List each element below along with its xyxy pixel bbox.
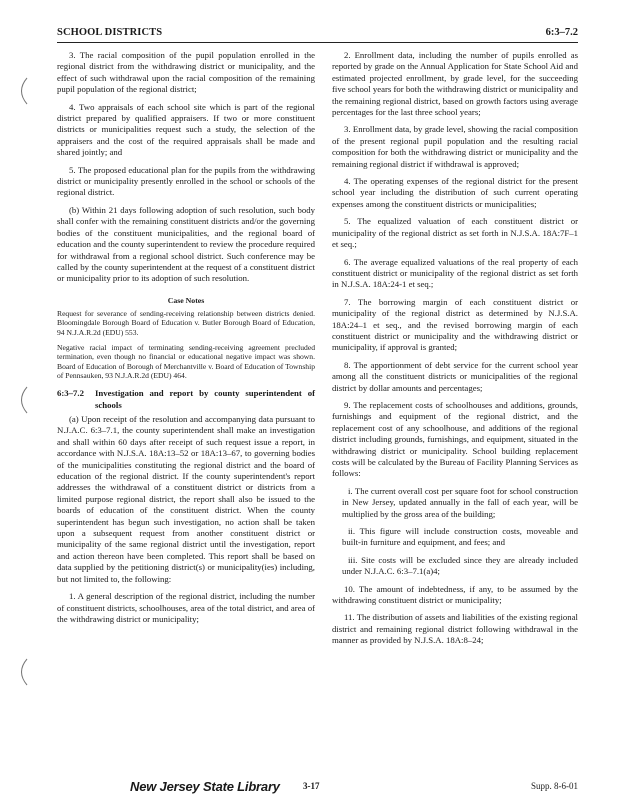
list-item: 9. The replacement costs of schoolhouses and additions, grounds, furnishings and equipment of the regional district, and the replacement cost of any schoolhouse, and additions of the regional district including grounds, furnishings, and equipment, situated in the withdrawing district or municipality. School building replacement costs will be calculated by the Bureau of Facility Planning Services as follows: (332, 399, 578, 479)
list-item: 11. The distribution of assets and liabilities of the existing regional district and remaining regional district following withdrawal in the manner as provided by N.J.S.A. 18A:8–24; (332, 612, 578, 646)
running-header-section: 6:3–7.2 (545, 27, 578, 38)
list-item: 10. The amount of indebtedness, if any, to be assumed by the withdrawing constituent district or municipality; (332, 583, 578, 606)
list-item: 4. Two appraisals of each school site which is part of the regional district prepared by qualified appraisers. If two or more constituent districts or municipalities request such a study, the selection of the appraisers and the cost of the required appraisals shall be made and shared jointly; and (57, 101, 315, 158)
running-header-title: SCHOOL DISTRICTS (57, 27, 163, 38)
list-item: 1. A general description of the regional district, including the number of constituent districts, schoolhouses, area of the total district, and area of the withdrawing district or municipality; (57, 591, 315, 624)
section-title: Investigation and report by county superintendent of schools (95, 388, 315, 410)
library-stamp: New Jersey State Library (130, 779, 280, 794)
section-body: (a) Upon receipt of the resolution and accompanying data pursuant to N.J.A.C. 6:3–7.1, the county superintendent shall make an investigation and shall within 60 days after receipt of such request issue a report, in accordance with N.J.S.A. 18A:13–52 or 18A:13–67, to governing bodies of the municipalities constituting the regional district and the board of education of the regional district. If the county superintendent's report addresses the withdrawal of a constituent district or districts from a limited purpose regional district, the report shall also be issued to the boards of education of the constituent district. When the county superintendent has begun such investigation, no action shall be taken upon a subsequent request from another constituent district or municipality of the same regional district until the investigation, report and action thereon have been completed. This report shall be based on data supplied by the petitioning district(s) or municipality(ies) including, but not limited to, the following: (57, 414, 315, 584)
sub-list-item: i. The current overall cost per square foot for school construction in New Jersey, updated annually in the fall of each year, will be multiplied by the gross area of the building; (342, 485, 578, 519)
list-item: 3. The racial composition of the pupil population enrolled in the regional district from the withdrawing district or municipality, and the effect of such withdrawal upon the racial composition of the remaining pupil population of the regional district; (57, 50, 315, 95)
case-note: Request for severance of sending-receiving relationship between districts denied. Bloomingdale Borough Board of Education v. Butler Borough Board of Education, 94 N.J.A.R.2d (EDU) 553. (57, 309, 315, 337)
list-item: 7. The borrowing margin of each constituent district or municipality of the regional district as determined by N.J.S.A. 18A:24–1 et seq., and the revised borrowing margin of each constituent district or municipality and the withdrawing district or municipality, if approval is granted; (332, 296, 578, 353)
list-item: 6. The average equalized valuations of the real property of each constituent district or municipality of the regional district as set forth in N.J.S.A. 18A:24-1 et seq.; (332, 256, 578, 290)
right-column (332, 50, 578, 653)
section-heading (57, 388, 315, 411)
left-column (57, 50, 315, 631)
paragraph-b: (b) Within 21 days following adoption of such resolution, such body shall confer with the remaining constituent districts and/or the governing bodies of the constituent municipalities, and the regional board of education and the county superintendent to review the procedure required for withdrawal from a regional school district. Such conference may be called by the county superintendent at the request of a constituent district or municipality prior to its adoption of such resolution. (57, 204, 315, 284)
sub-list-item: ii. This figure will include construction costs, moveable and built-in furniture and equipment, and fees; and (342, 526, 578, 548)
supplement-date: Supp. 8-6-01 (531, 781, 578, 791)
binder-hole-mark (14, 76, 30, 106)
page-number: 3-17 (303, 781, 320, 791)
header-rule (57, 42, 578, 43)
list-item: 4. The operating expenses of the regional district for the present school year including the distribution of such current operating expenses among the constituent districts or municipalities; (332, 176, 578, 209)
binder-hole-mark (14, 657, 30, 687)
list-item: 3. Enrollment data, by grade level, showing the racial composition of the present regional pupil population and the resulting racial composition for both the withdrawing district or municipality and the remaining regional district if withdrawal is approved; (332, 124, 578, 169)
list-item: 8. The apportionment of debt service for the current school year among all the constituent districts or municipalities of the regional district by dollar amounts and percentages; (332, 359, 578, 393)
list-item: 5. The proposed educational plan for the pupils from the withdrawing district or municipality presently enrolled in the school or schools of the regional district. (57, 164, 315, 198)
list-item: 2. Enrollment data, including the number of pupils enrolled as reported by grade on the Annual Application for State School Aid and estimated projected enrollment, by grade level, for the succeeding five school years for both the withdrawing district or municipality and the remaining regional district, based on growth factors using average percentages for the last three school years; (332, 50, 578, 118)
case-notes-title: Case Notes (167, 295, 205, 305)
sub-list-item: iii. Site costs will be excluded since they are already included under N.J.A.C. 6:3–7.1(a)4; (342, 554, 578, 577)
binder-hole-mark (14, 385, 30, 415)
case-note: Negative racial impact of terminating sending-receiving agreement precluded termination, even though no financial or educational negative impact was shown. Board of Education of Borough of Merchantville v. Board of Education of Township of Pennsauken, 93 N.J.A.R.2d (EDU) 464. (57, 343, 315, 380)
list-item: 5. The equalized valuation of each constituent district or municipality of the regional district as set forth in N.J.S.A. 18A:7F–1 et seq.; (332, 216, 578, 250)
section-number: 6:3–7.2 (57, 388, 84, 399)
